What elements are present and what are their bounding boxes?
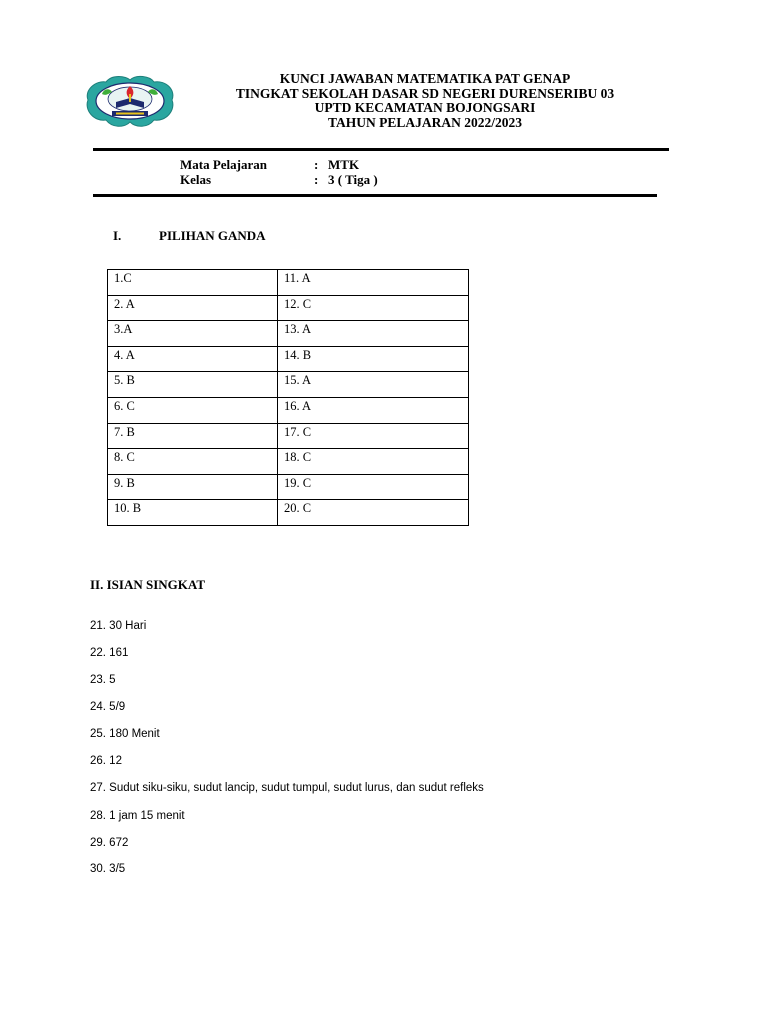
short-answer-item: 25. 180 Menit [90, 728, 160, 740]
answer-cell [108, 397, 278, 423]
answer-cell [278, 321, 469, 347]
answer-text: 2. A [114, 296, 135, 311]
answer-text: 6. C [114, 398, 135, 413]
answer-text: 9. B [114, 475, 135, 490]
short-answer-item: 29. 672 [90, 837, 129, 849]
class-label: Kelas [180, 172, 212, 187]
answer-cell [278, 423, 469, 449]
answer-text: 16. A [284, 398, 312, 413]
short-answer-item: 22. 161 [90, 647, 129, 659]
answer-text: 10. B [114, 501, 142, 516]
table-row [108, 295, 469, 321]
answer-text: 14. B [284, 347, 312, 362]
answer-text: 15. A [284, 373, 312, 388]
short-answer-item: 28. 1 jam 15 menit [90, 810, 185, 822]
answer-cell [108, 321, 278, 347]
short-answer-item: 26. 12 [90, 755, 122, 767]
table-row [108, 270, 469, 296]
answer-cell [108, 346, 278, 372]
short-answer-item: 23. 5 [90, 674, 116, 686]
subject-colon: : [314, 157, 319, 172]
answer-cell [278, 449, 469, 475]
section-1-title: PILIHAN GANDA [159, 228, 266, 243]
subject-label: Mata Pelajaran [180, 157, 268, 172]
answer-cell [108, 449, 278, 475]
table-row [108, 423, 469, 449]
header-title-line-1: KUNCI JAWABAN MATEMATIKA PAT GENAP [279, 71, 571, 86]
answer-cell [278, 500, 469, 526]
answer-text: 4. A [114, 347, 135, 362]
document-header [200, 72, 650, 130]
subject-value: MTK [328, 157, 360, 172]
answer-cell [278, 397, 469, 423]
class-colon: : [314, 172, 319, 187]
answer-text: 1.C [114, 271, 132, 285]
header-divider-bottom [93, 194, 657, 197]
answer-cell [278, 295, 469, 321]
class-value: 3 ( Tiga ) [328, 172, 378, 187]
table-row [108, 346, 469, 372]
school-emblem-icon [82, 72, 178, 130]
answer-cell [108, 474, 278, 500]
answer-cell [108, 295, 278, 321]
multiple-choice-answer-table [107, 269, 469, 526]
table-row [108, 474, 469, 500]
short-answer-item: 21. 30 Hari [90, 620, 147, 632]
answer-text: 5. B [114, 373, 135, 388]
answer-text: 17. C [284, 424, 312, 439]
answer-cell [278, 346, 469, 372]
section-1-number: I. [113, 228, 122, 243]
answer-text: 20. C [284, 501, 312, 516]
answer-text: 13. A [284, 322, 312, 337]
short-answer-item: 27. Sudut siku-siku, sudut lancip, sudut tumpul, sudut lurus, dan sudut refleks [90, 782, 484, 794]
answer-cell [278, 372, 469, 398]
table-row [108, 372, 469, 398]
section-2-title: II. ISIAN SINGKAT [90, 577, 205, 592]
answer-cell [278, 270, 469, 296]
answer-cell [108, 423, 278, 449]
answer-cell [108, 270, 278, 296]
table-row [108, 397, 469, 423]
header-divider-top [93, 148, 669, 151]
table-row [108, 449, 469, 475]
answer-text: 12. C [284, 296, 312, 311]
answer-cell [278, 474, 469, 500]
answer-text: 3.A [114, 322, 133, 337]
answer-text: 19. C [284, 475, 312, 490]
answer-cell [108, 500, 278, 526]
answer-text: 7. B [114, 424, 135, 439]
short-answer-item: 30. 3/5 [90, 863, 126, 875]
school-logo [82, 72, 178, 130]
answer-text: 11. A [284, 271, 311, 285]
header-title-line-2: TINGKAT SEKOLAH DASAR SD NEGERI DURENSERIBU 03 [235, 85, 615, 101]
answer-text: 18. C [284, 450, 312, 465]
table-row [108, 321, 469, 347]
header-title-line-3: UPTD KECAMATAN BOJONGSARI [314, 100, 536, 115]
table-row [108, 500, 469, 526]
answer-cell [108, 372, 278, 398]
answer-text: 8. C [114, 450, 135, 465]
short-answer-item: 24. 5/9 [90, 701, 126, 713]
header-title-line-4: TAHUN PELAJARAN 2022/2023 [327, 114, 522, 130]
